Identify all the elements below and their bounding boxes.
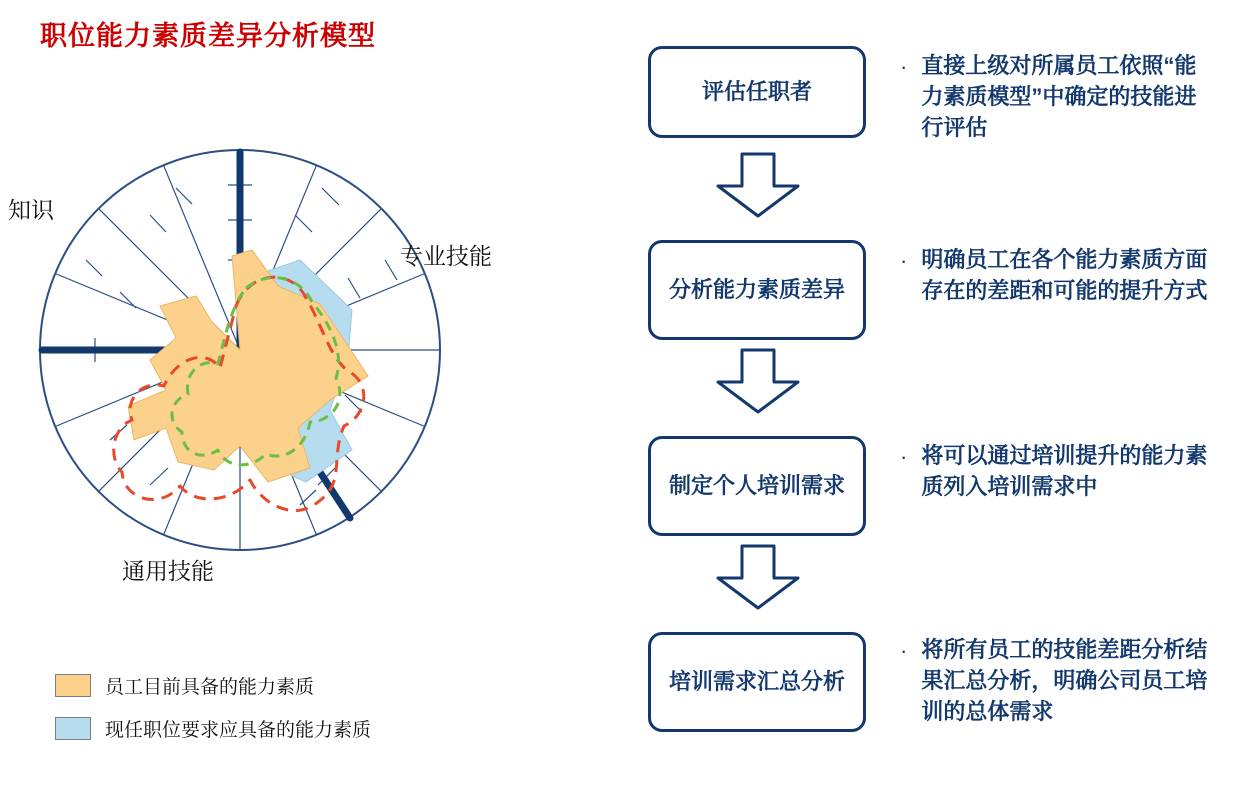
bullet-text-1: 直接上级对所属员工依照“能力素质模型”中确定的技能进行评估 [921, 53, 1197, 141]
bullet-item-2 [900, 244, 1211, 306]
bullet-text-3: 将可以通过培训提升的能力素质列入培训需求中 [921, 443, 1208, 500]
legend-item-current [55, 672, 575, 699]
legend-label-required: 现任职位要求应具备的能力素质 [105, 720, 372, 741]
legend [55, 672, 575, 758]
radar-axis-label-professional: 专业技能 [400, 243, 492, 269]
bullet-dot-icon: · [900, 54, 908, 79]
flow-arrow-2 [712, 348, 804, 414]
radar-axis-label-general: 通用技能 [122, 558, 214, 584]
legend-label-current: 员工目前具备的能力素质 [105, 677, 315, 698]
flow-step-analyze-gap-label: 分析能力素质差异 [668, 276, 845, 302]
bullet-dot-icon: · [900, 248, 908, 273]
bullet-item-1 [900, 50, 1211, 144]
bullet-item-3 [900, 440, 1211, 502]
radar-axis-label-knowledge: 知识 [8, 197, 54, 223]
bullet-text-2: 明确员工在各个能力素质方面存在的差距和可能的提升方式 [921, 247, 1208, 304]
bullet-item-4 [900, 634, 1211, 728]
legend-swatch-required [55, 717, 91, 740]
bullet-dot-icon: · [900, 638, 908, 663]
legend-swatch-current [55, 674, 91, 697]
bullet-text-4: 将所有员工的技能差距分析结果汇总分析，明确公司员工培训的总体需求 [921, 637, 1208, 725]
flow-step-evaluate-label: 评估任职者 [701, 78, 812, 104]
flow-arrow-1 [712, 152, 804, 218]
radar-chart-panel [0, 110, 580, 630]
flow-step-summary-analysis[interactable] [648, 632, 866, 732]
flow-step-analyze-gap[interactable] [648, 240, 866, 340]
radar-chart-svg [0, 110, 580, 630]
flow-arrow-3 [712, 544, 804, 610]
flow-step-summary-analysis-label: 培训需求汇总分析 [668, 668, 845, 694]
flow-step-training-need[interactable] [648, 436, 866, 536]
bullet-dot-icon: · [900, 444, 908, 469]
flow-step-training-need-label: 制定个人培训需求 [668, 472, 845, 498]
legend-item-required [55, 715, 575, 742]
flow-step-evaluate[interactable] [648, 46, 866, 138]
page-title: 职位能力素质差异分析模型 [40, 21, 376, 51]
